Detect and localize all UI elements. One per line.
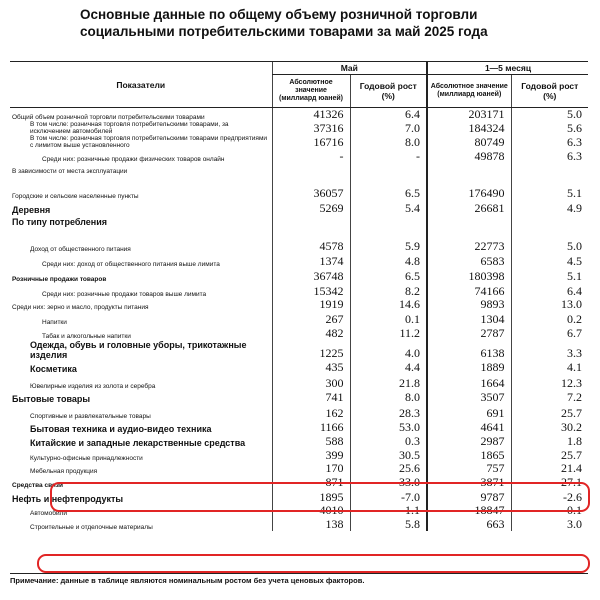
ytd-growth-value: 4.1 [511, 360, 588, 374]
document-title: Основные данные по общему объему розничной торговли социальными потребительскими товарами за май 2025 года [80, 7, 488, 39]
may-abs-value: 1895 [272, 489, 350, 504]
ytd-growth-value: 4.5 [511, 253, 588, 268]
ytd-growth-value: 27.1 [511, 475, 588, 489]
may-growth-value: 30.5 [350, 448, 427, 462]
row-label: Средства связи [12, 482, 63, 489]
header-may: Май [272, 62, 427, 75]
table-row [10, 121, 588, 135]
may-abs-value: 138 [272, 517, 350, 531]
may-abs-value: 16716 [272, 135, 350, 149]
row-label: В том числе: розничная торговля потребительскими товарами, за исключением автомобилей [30, 121, 229, 135]
row-label: Табак и алкогольные напитки [42, 333, 131, 340]
ytd-growth-value: 5.1 [511, 268, 588, 283]
header-abs-unit: (миллиард юаней) [437, 91, 502, 98]
table-body [10, 108, 588, 532]
ytd-growth-value: -0.1 [511, 504, 588, 517]
highlight-building-materials-row [37, 554, 590, 573]
ytd-abs-value: 176490 [427, 175, 511, 200]
row-label: Культурно-офисные принадлежности [30, 455, 143, 462]
may-growth-value: 14.6 [350, 298, 427, 311]
may-growth-value: 5.9 [350, 227, 427, 253]
may-growth-value: 11.2 [350, 326, 427, 340]
ytd-abs-value: 1304 [427, 311, 511, 326]
table-row [10, 360, 588, 374]
table-row [10, 200, 588, 215]
row-label: Розничные продажи товаров [12, 276, 107, 283]
ytd-growth-value: 0.2 [511, 311, 588, 326]
may-growth-value: 6.4 [350, 108, 427, 122]
ytd-abs-value: 49878 [427, 149, 511, 163]
may-abs-value: 1374 [272, 253, 350, 268]
header-indicators: Показатели [10, 62, 272, 108]
row-label: Среди них: розничные продажи физических товаров онлайн [42, 156, 225, 163]
may-growth-value: 5.4 [350, 200, 427, 215]
row-label: Доход от общественного питания [30, 246, 131, 253]
header-abs-label: Абсолютное значение [289, 79, 333, 94]
ytd-abs-value: 691 [427, 404, 511, 420]
ytd-abs-value [427, 215, 511, 227]
row-label: Деревня [12, 205, 51, 215]
header-growth-label: Годовой рост [359, 81, 417, 91]
ytd-growth-value: 3.0 [511, 517, 588, 531]
may-abs-value: 5269 [272, 200, 350, 215]
table-row [10, 517, 588, 531]
table-row [10, 215, 588, 227]
row-label: Косметика [30, 364, 77, 374]
header-growth-pct: (%) [381, 91, 395, 101]
may-growth-value: 25.6 [350, 462, 427, 475]
ytd-abs-value: 80749 [427, 135, 511, 149]
may-growth-value: 4.8 [350, 253, 427, 268]
row-label: Городские и сельские населенные пункты [12, 193, 139, 200]
may-abs-value: 300 [272, 374, 350, 390]
table-row [10, 108, 588, 122]
header-may-growth [350, 75, 427, 108]
ytd-abs-value: 3871 [427, 475, 511, 489]
ytd-abs-value: 3507 [427, 390, 511, 404]
highlight-furniture-row [50, 482, 590, 512]
may-growth-value: 4.4 [350, 360, 427, 374]
may-growth-value [350, 215, 427, 227]
ytd-abs-value: 9787 [427, 489, 511, 504]
table-row [10, 374, 588, 390]
table-row [10, 390, 588, 404]
ytd-abs-value [427, 163, 511, 175]
table-row [10, 448, 588, 462]
ytd-abs-value: 203171 [427, 108, 511, 122]
ytd-growth-value: 6.3 [511, 149, 588, 163]
row-label: Напитки [42, 319, 67, 326]
ytd-growth-value: 5.6 [511, 121, 588, 135]
ytd-abs-value: 1889 [427, 360, 511, 374]
row-label: По типу потребления [12, 217, 108, 227]
ytd-growth-value: 3.3 [511, 340, 588, 360]
ytd-growth-value: 5.0 [511, 108, 588, 122]
row-label: Китайские и западные лекарственные средства [30, 438, 246, 448]
may-growth-value: 0.1 [350, 311, 427, 326]
table-row [10, 227, 588, 253]
table-row [10, 420, 588, 434]
may-growth-value: 6.5 [350, 268, 427, 283]
header-growth-label: Годовой рост [521, 81, 579, 91]
may-abs-value: 170 [272, 462, 350, 475]
may-growth-value: - [350, 149, 427, 163]
ytd-abs-value: 2787 [427, 326, 511, 340]
table-row [10, 326, 588, 340]
may-abs-value: 482 [272, 326, 350, 340]
ytd-abs-value: 1664 [427, 374, 511, 390]
may-abs-value: 37316 [272, 121, 350, 135]
header-jan-may: 1—5 месяц [427, 62, 588, 75]
table-row [10, 163, 588, 175]
may-growth-value: 1.1 [350, 504, 427, 517]
ytd-growth-value: -2.6 [511, 489, 588, 504]
may-abs-value: 741 [272, 390, 350, 404]
ytd-growth-value [511, 215, 588, 227]
header-row-periods [10, 62, 588, 75]
ytd-abs-value: 6138 [427, 340, 511, 360]
row-label: В том числе: розничная торговля потребительскими товарами предприятиями с лимитом выше установленного [30, 135, 268, 149]
row-label: Строительные и отделочные материалы [30, 524, 153, 531]
header-growth-pct: (%) [543, 91, 557, 101]
row-label: Среди них: доход от общественного питания выше лимита [42, 261, 220, 268]
ytd-abs-value: 757 [427, 462, 511, 475]
may-abs-value: 4578 [272, 227, 350, 253]
may-growth-value: 28.3 [350, 404, 427, 420]
row-label: Бытовые товары [12, 394, 91, 404]
may-growth-value: 53.0 [350, 420, 427, 434]
may-growth-value: 21.8 [350, 374, 427, 390]
row-label: Ювелирные изделия из золота и серебра [30, 383, 156, 390]
may-abs-value: 267 [272, 311, 350, 326]
ytd-growth-value: 5.0 [511, 227, 588, 253]
ytd-abs-value: 4641 [427, 420, 511, 434]
ytd-growth-value: 13.0 [511, 298, 588, 311]
ytd-abs-value: 180398 [427, 268, 511, 283]
ytd-abs-value: 22773 [427, 227, 511, 253]
header-ytd-growth [511, 75, 588, 108]
ytd-abs-value: 184324 [427, 121, 511, 135]
table-row [10, 268, 588, 283]
may-abs-value: 1225 [272, 340, 350, 360]
may-growth-value: -7.0 [350, 489, 427, 504]
may-abs-value: 871 [272, 475, 350, 489]
may-abs-value [272, 215, 350, 227]
ytd-growth-value: 25.7 [511, 404, 588, 420]
may-growth-value: 7.0 [350, 121, 427, 135]
table-row [10, 434, 588, 448]
table-footnote: Примечание: данные в таблице являются номинальным ростом без учета ценовых факторов. [10, 576, 365, 585]
may-growth-value: 6.5 [350, 175, 427, 200]
may-abs-value: 15342 [272, 283, 350, 298]
table-row [10, 404, 588, 420]
table-row [10, 135, 588, 149]
ytd-growth-value: 4.9 [511, 200, 588, 215]
table-row [10, 298, 588, 311]
table-row [10, 175, 588, 200]
ytd-growth-value: 6.4 [511, 283, 588, 298]
may-growth-value [350, 163, 427, 175]
ytd-growth-value: 7.2 [511, 390, 588, 404]
may-abs-value: 36057 [272, 175, 350, 200]
ytd-abs-value: 18847 [427, 504, 511, 517]
may-abs-value: 162 [272, 404, 350, 420]
header-abs-unit: (миллиард юаней) [278, 95, 344, 102]
may-growth-value: 33.0 [350, 475, 427, 489]
table-bottom-rule [10, 573, 588, 574]
row-label: Общий объем розничной торговли потребительскими товарами [12, 114, 205, 121]
table-row [10, 462, 588, 475]
header-abs-label: Абсолютное значение [430, 83, 508, 90]
may-abs-value: 36748 [272, 268, 350, 283]
ytd-abs-value: 74166 [427, 283, 511, 298]
ytd-growth-value: 6.3 [511, 135, 588, 149]
may-abs-value: 4010 [272, 504, 350, 517]
may-abs-value: 41326 [272, 108, 350, 122]
ytd-growth-value [511, 163, 588, 175]
may-abs-value: 588 [272, 434, 350, 448]
ytd-growth-value: 1.8 [511, 434, 588, 448]
may-abs-value [272, 163, 350, 175]
ytd-growth-value: 25.7 [511, 448, 588, 462]
ytd-abs-value: 663 [427, 517, 511, 531]
row-label: Нефть и нефтепродукты [12, 494, 124, 504]
may-abs-value: 399 [272, 448, 350, 462]
ytd-abs-value: 2987 [427, 434, 511, 448]
may-growth-value: 8.2 [350, 283, 427, 298]
row-label: Среди них: розничные продажи товаров выше лимита [42, 291, 207, 298]
may-abs-value: - [272, 149, 350, 163]
table-row [10, 283, 588, 298]
ytd-growth-value: 6.7 [511, 326, 588, 340]
row-label: В зависимости от места эксплуатации [12, 168, 128, 175]
row-label: Одежда, обувь и головные уборы, трикотажные изделия [30, 340, 247, 360]
row-label: Мебельная продукция [30, 468, 98, 475]
header-ytd-abs [427, 75, 511, 108]
may-abs-value: 1919 [272, 298, 350, 311]
row-label: Спортивные и развлекательные товары [30, 413, 151, 420]
row-label: Бытовая техника и аудио-видео техника [30, 424, 212, 434]
may-growth-value: 8.0 [350, 135, 427, 149]
row-label: Среди них: зерно и масло, продукты питания [12, 304, 149, 311]
may-growth-value: 8.0 [350, 390, 427, 404]
ytd-growth-value: 5.1 [511, 175, 588, 200]
ytd-abs-value: 9893 [427, 298, 511, 311]
may-growth-value: 4.0 [350, 340, 427, 360]
table-row [10, 253, 588, 268]
header-may-abs [272, 75, 350, 108]
ytd-abs-value: 26681 [427, 200, 511, 215]
ytd-growth-value: 12.3 [511, 374, 588, 390]
ytd-abs-value: 1865 [427, 448, 511, 462]
row-label: Автомобили [30, 510, 68, 517]
table-row [10, 149, 588, 163]
ytd-growth-value: 30.2 [511, 420, 588, 434]
may-abs-value: 1166 [272, 420, 350, 434]
may-growth-value: 0.3 [350, 434, 427, 448]
ytd-abs-value: 6583 [427, 253, 511, 268]
ytd-growth-value: 21.4 [511, 462, 588, 475]
table-row [10, 340, 588, 360]
table-row [10, 311, 588, 326]
retail-data-table [10, 62, 588, 531]
may-growth-value: 5.8 [350, 517, 427, 531]
may-abs-value: 435 [272, 360, 350, 374]
